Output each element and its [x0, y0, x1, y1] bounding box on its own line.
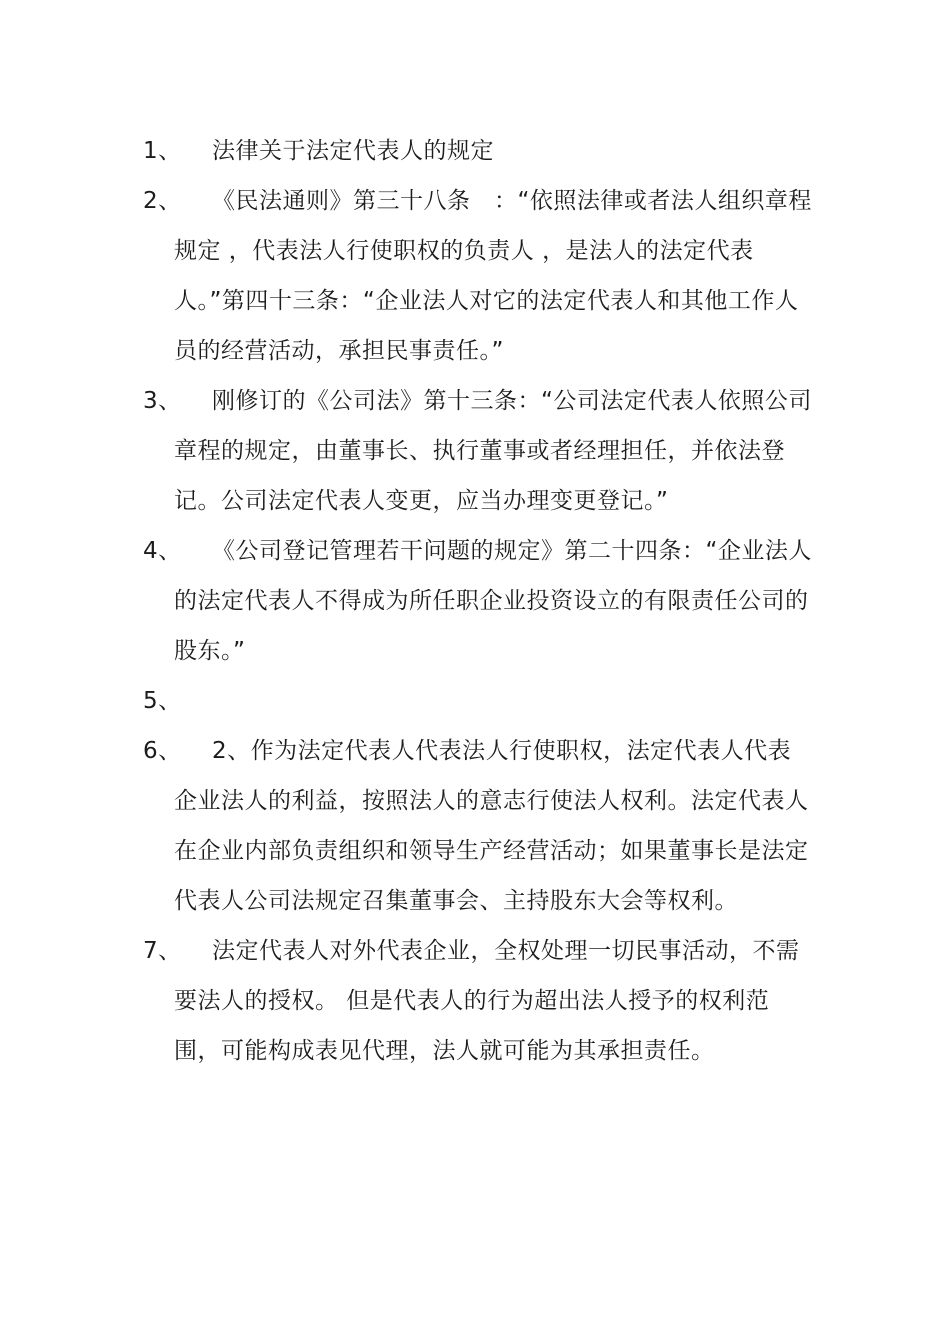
list-item [143, 926, 813, 1076]
list-item-number: 2、 [143, 188, 182, 214]
list-item-number: 7、 [143, 938, 182, 964]
list-item-text: 2、作为法定代表人代表法人行使职权，法定代表人代表企业法人的利益，按照法人的意志行使法人权利。法定代表人在企业内部负责组织和领导生产经营活动；如果董事长是法定代表人公司法规定召集董事会、主持股东大会等权利。 [174, 738, 809, 914]
list-item [143, 126, 813, 176]
list-item-text: 刚修订的《公司法》第十三条：“公司法定代表人依照公司章程的规定，由董事长、执行董事或者经理担任，并依法登记。公司法定代表人变更，应当办理变更登记。” [174, 388, 812, 514]
list-item [143, 526, 813, 676]
list-item [143, 726, 813, 926]
list-item [143, 676, 813, 726]
list-item-number: 3、 [143, 388, 182, 414]
list-item-number: 1、 [143, 138, 182, 164]
list-item-number: 4、 [143, 538, 182, 564]
list-item-number: 5、 [143, 688, 182, 714]
list-item-text: 《民法通则》第三十八条 ：“依照法律或者法人组织章程规定 ，代表法人行使职权的负责人 ，是法人的法定代表人。”第四十三条：“企业法人对它的法定代表人和其他工作人员的经营活动，承担民事责任。” [174, 188, 812, 364]
list-item-text: 《公司登记管理若干问题的规定》第二十四条：“企业法人的法定代表人不得成为所任职企业投资设立的有限责任公司的股东。” [174, 538, 812, 664]
list-item [143, 176, 813, 376]
list-item-number: 6、 [143, 738, 182, 764]
list-item-text: 法定代表人对外代表企业，全权处理一切民事活动，不需要法人的授权。 但是代表人的行为超出法人授予的权利范围，可能构成表见代理，法人就可能为其承担责任。 [174, 938, 800, 1064]
list-item [143, 376, 813, 526]
list-item-text: 法律关于法定代表人的规定 [212, 138, 494, 164]
numbered-list [143, 126, 813, 1076]
